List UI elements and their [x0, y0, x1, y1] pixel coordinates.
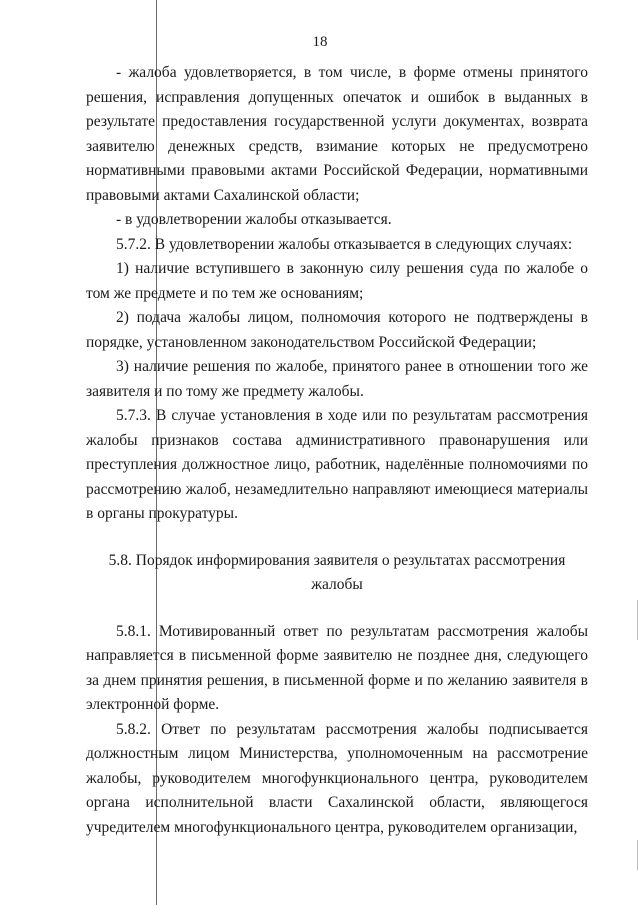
document-body — [86, 61, 588, 840]
paragraph-item-2: 2) подача жалобы лицом, полномочия которого не подтверждены в порядке, установленном законодательством Российской Федерации; — [86, 309, 588, 351]
paragraph-5-7-3: 5.7.3. В случае установления в ходе или по результатам рассмотрения жалобы признаков состава административного правонарушения или преступления должностное лицо, работник, наделённые полномочиями по рассмотрению жалоб, незамедлительно направляют имеющиеся материалы в органы прокуратуры. — [86, 407, 588, 522]
paragraph-item-3: 3) наличие решения по жалобе, принятого ранее в отношении того же заявителя и по тому же предмету жалобы. — [86, 358, 588, 400]
scan-edge-mark — [637, 840, 638, 870]
section-heading-5-8: 5.8. Порядок информирования заявителя о результатах рассмотрения жалобы — [108, 551, 566, 593]
paragraph-complaint-satisfied: - жалоба удовлетворяется, в том числе, в форме отмены принятого решения, исправления допущенных опечаток и ошибок в выданных в результате предоставления государственной услуги документах, возврата заявителю денежных средств, взимание которых не предусмотрено нормативными правовыми актами Российской Федерации, нормативными правовыми актами Сахалинской области; — [86, 64, 588, 204]
scan-edge-mark — [637, 600, 638, 640]
paragraph-5-8-2: 5.8.2. Ответ по результатам рассмотрения жалобы подписывается должностным лицом Министерства, уполномоченным на рассмотрение жалобы, руководителем многофункционального центра, руководителем органа исполнительной власти Сахалинской области, являющегося учредителем многофункционального центра, руководителем организации, — [86, 720, 588, 836]
paragraph-item-1: 1) наличие вступившего в законную силу решения суда по жалобе о том же предмете и по тем же основаниям; — [86, 260, 588, 302]
page-number: 18 — [312, 34, 328, 50]
paragraph-complaint-rejected: - в удовлетворении жалобы отказывается. — [116, 211, 392, 228]
paragraph-5-8-1: 5.8.1. Мотивированный ответ по результатам рассмотрения жалобы направляется в письменной форме заявителю не позднее дня, следующего за днем принятия решения, в письменной форме и по желанию заявителя в электронной форме. — [86, 622, 588, 713]
paragraph-5-7-2: 5.7.2. В удовлетворении жалобы отказывается в следующих случаях: — [116, 235, 573, 253]
